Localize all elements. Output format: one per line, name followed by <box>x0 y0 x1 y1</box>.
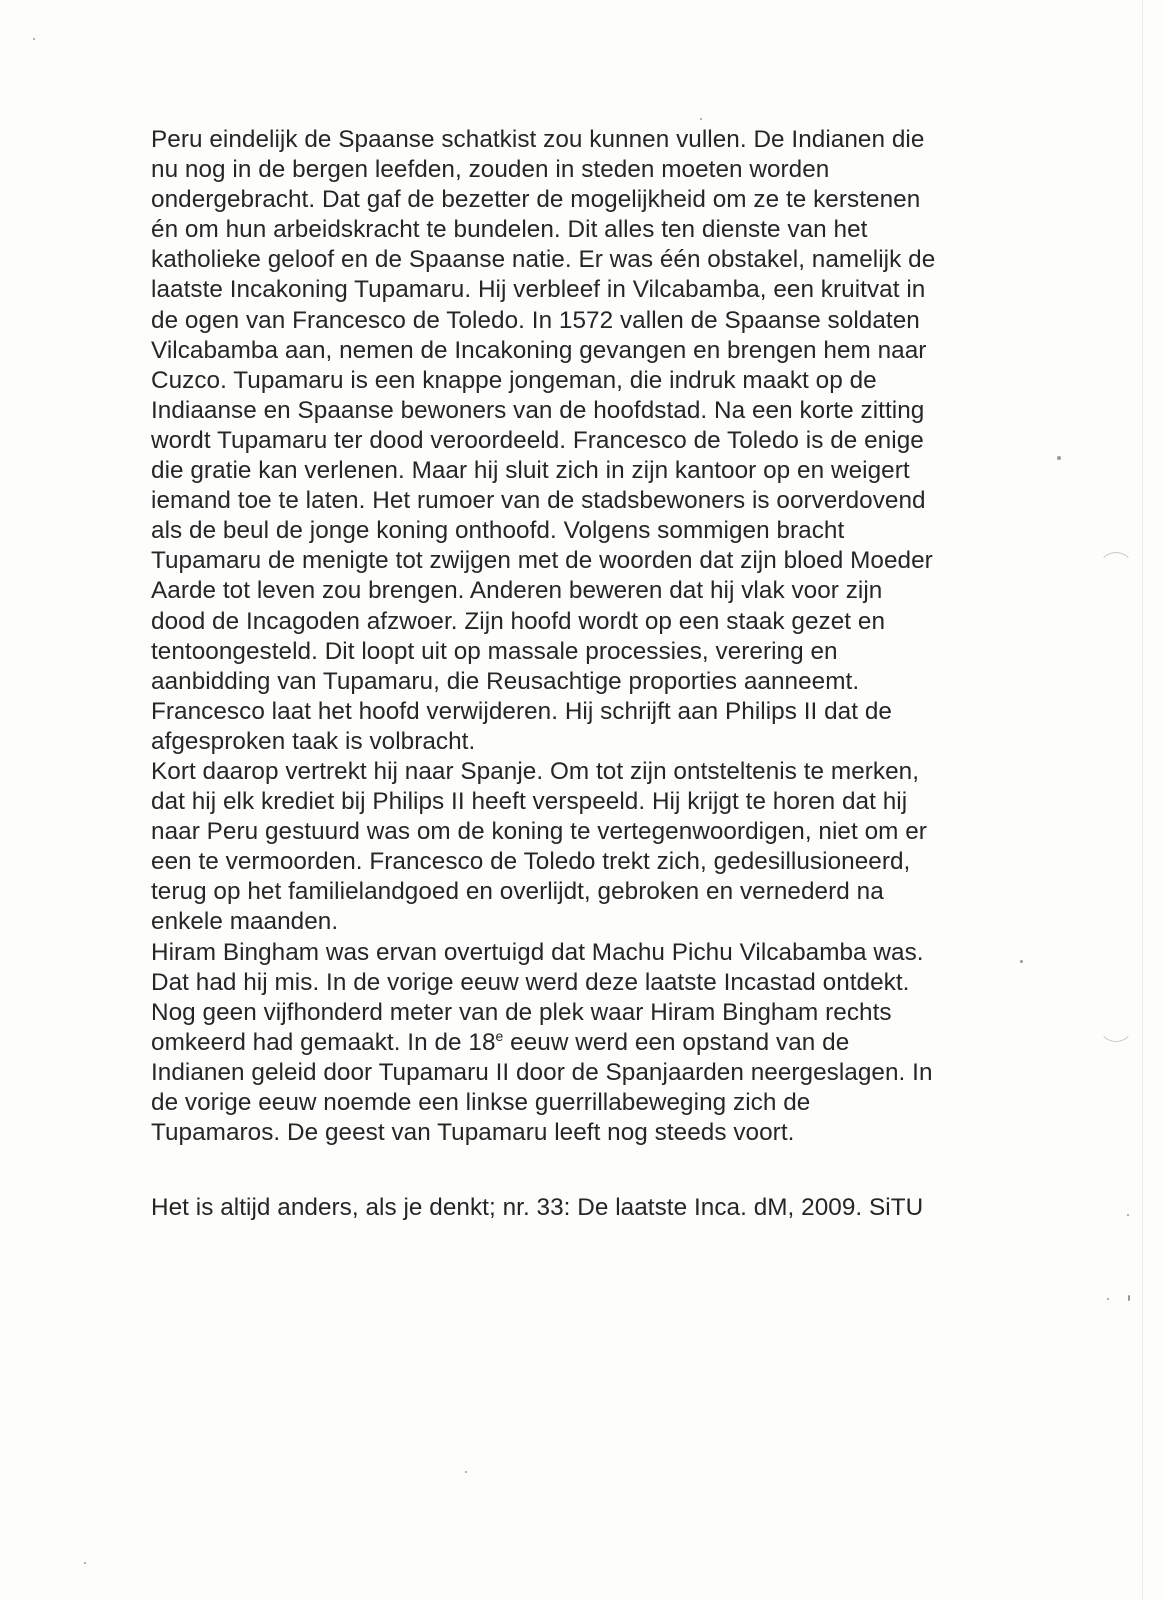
text-line: Indianen geleid door Tupamaru II door de Spanjaarden neergeslagen. In <box>151 1058 933 1086</box>
text-line: én om hun arbeidskracht te bundelen. Dit alles ten dienste van het <box>151 216 868 244</box>
text-line: enkele maanden. <box>151 908 339 936</box>
text-line: ondergebracht. Dat gaf de bezetter de mogelijkheid om ze te kerstenen <box>151 186 921 214</box>
text-line: Tupamaros. De geest van Tupamaru leeft nog steeds voort. <box>151 1119 795 1147</box>
scan-speck <box>1127 1214 1129 1216</box>
text-line: Aarde tot leven zou brengen. Anderen beweren dat hij vlak voor zijn <box>151 577 883 605</box>
scan-speck <box>1107 1298 1109 1300</box>
scan-speck <box>84 1562 86 1564</box>
text-line: dood de Incagoden afzwoer. Zijn hoofd wordt op een staak gezet en <box>151 607 886 635</box>
scan-speck <box>1057 456 1061 460</box>
text-line: terug op het familielandgoed en overlijdt, gebroken en vernederd na <box>151 878 884 906</box>
text-line: Kort daarop vertrekt hij naar Spanje. Om tot zijn ontsteltenis te merken, <box>151 757 920 785</box>
text-line: Indiaanse en Spaanse bewoners van de hoofdstad. Na een korte zitting <box>151 396 925 424</box>
text-line: afgesproken taak is volbracht. <box>151 727 476 755</box>
punch-hole-shadow <box>1098 552 1134 588</box>
body-text <box>151 125 1031 1223</box>
text-line: de ogen van Francesco de Toledo. In 1572 vallen de Spaanse soldaten <box>151 306 920 334</box>
text-line: die gratie kan verlenen. Maar hij sluit zich in zijn kantoor op en weigert <box>151 457 910 485</box>
text-line: Hiram Bingham was ervan overtuigd dat Machu Pichu Vilcabamba was. <box>151 938 924 966</box>
text-line: Cuzco. Tupamaru is een knappe jongeman, die indruk maakt op de <box>151 366 877 394</box>
scan-edge-shadow <box>1142 0 1143 1600</box>
text-line: Nog geen vijfhonderd meter van de plek waar Hiram Bingham rechts <box>151 998 892 1026</box>
text-line: naar Peru gestuurd was om de koning te vertegenwoordigen, niet om er <box>151 818 927 846</box>
scan-speck <box>1128 1295 1130 1301</box>
text-segment: eeuw werd een opstand van de <box>503 1028 850 1056</box>
text-line: iemand toe te laten. Het rumoer van de stadsbewoners is oorverdovend <box>151 487 926 515</box>
scan-speck <box>465 1471 467 1473</box>
text-line: Francesco laat het hoofd verwijderen. Hij schrijft aan Philips II dat de <box>151 697 892 725</box>
text-segment: omkeerd had gemaakt. In de 18 <box>151 1028 496 1056</box>
text-line: dat hij elk krediet bij Philips II heeft verspeeld. Hij krijgt te horen dat hij <box>151 788 908 816</box>
source-footer: Het is altijd anders, als je denkt; nr. 33: De laatste Inca. dM, 2009. SiTU <box>151 1194 924 1222</box>
text-line: wordt Tupamaru ter dood veroordeeld. Francesco de Toledo is de enige <box>151 426 924 454</box>
scan-speck <box>700 118 702 120</box>
text-line: Tupamaru de menigte tot zwijgen met de woorden dat zijn bloed Moeder <box>151 547 933 575</box>
text-line-superscript <box>151 1028 1031 1058</box>
text-line: als de beul de jonge koning onthoofd. Volgens sommigen bracht <box>151 517 845 545</box>
text-line: een te vermoorden. Francesco de Toledo trekt zich, gedesillusioneerd, <box>151 848 911 876</box>
scan-speck <box>1020 960 1023 963</box>
text-line: katholieke geloof en de Spaanse natie. Er was één obstakel, namelijk de <box>151 246 936 274</box>
text-line: de vorige eeuw noemde een linkse guerrillabeweging zich de <box>151 1089 811 1116</box>
paragraph-gap <box>151 1148 1031 1193</box>
text-line: Dat had hij mis. In de vorige eeuw werd deze laatste Incastad ontdekt. <box>151 968 910 996</box>
scan-speck <box>33 38 35 40</box>
punch-hole-shadow <box>1098 1006 1134 1042</box>
ordinal-superscript: e <box>495 1027 504 1044</box>
text-line: tentoongesteld. Dit loopt uit op massale processies, verering en <box>151 637 838 665</box>
text-line: aanbidding van Tupamaru, die Reusachtige proporties aanneemt. <box>151 667 860 695</box>
text-line: Vilcabamba aan, nemen de Incakoning gevangen en brengen hem naar <box>151 336 927 364</box>
text-line: laatste Incakoning Tupamaru. Hij verbleef in Vilcabamba, een kruitvat in <box>151 276 926 304</box>
text-line: nu nog in de bergen leefden, zouden in steden moeten worden <box>151 156 830 184</box>
text-line: Peru eindelijk de Spaanse schatkist zou kunnen vullen. De Indianen die <box>151 126 925 153</box>
